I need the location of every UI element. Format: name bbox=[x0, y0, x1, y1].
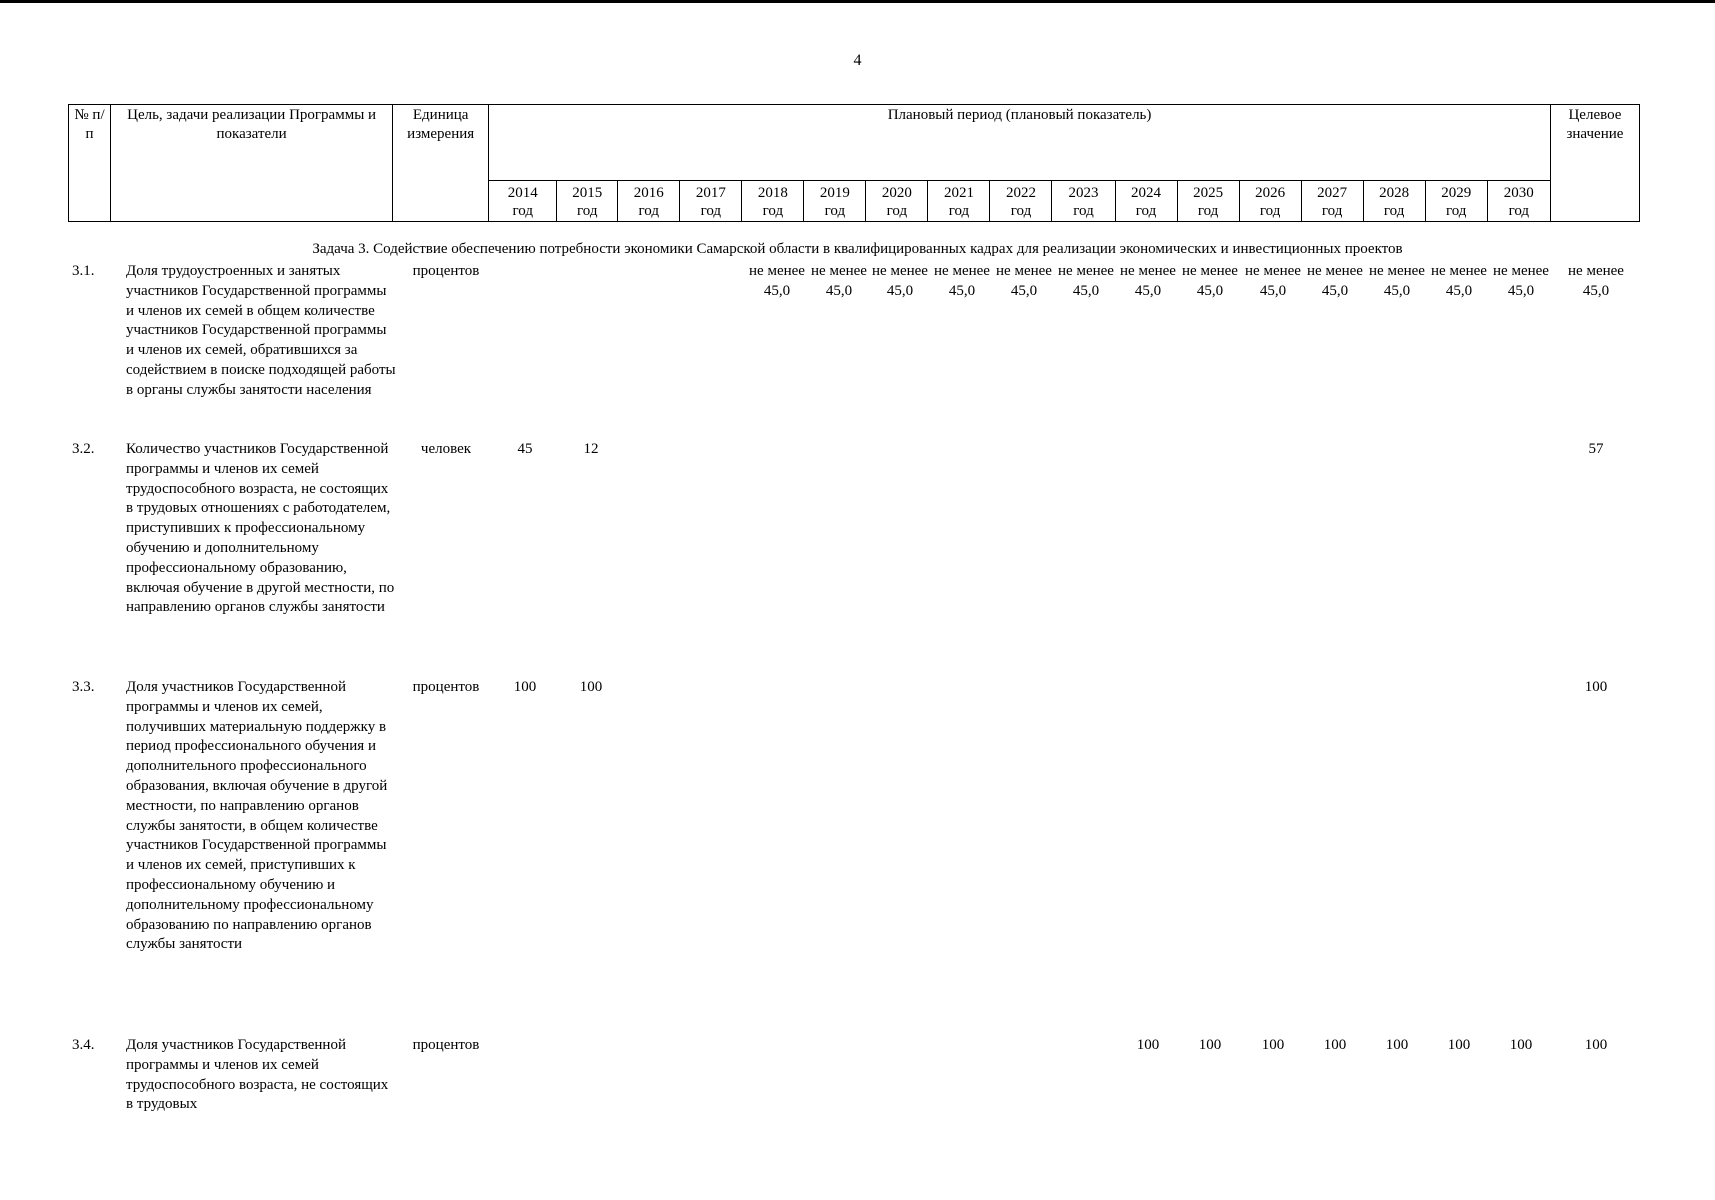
year-suffix: год bbox=[577, 203, 598, 219]
row-value-2029: 100 bbox=[1447, 1037, 1471, 1053]
row-number: 3.4. bbox=[72, 1037, 95, 1053]
header-year-2029 bbox=[1425, 180, 1487, 221]
year-value: 2023 bbox=[1068, 185, 1099, 201]
header-number: № п/п bbox=[69, 105, 111, 222]
year-value: 2022 bbox=[1005, 185, 1036, 201]
row-value-2014: 45 bbox=[517, 441, 533, 457]
row-value-2020: не менее 45,0 bbox=[872, 263, 928, 299]
year-value: 2026 bbox=[1255, 185, 1286, 201]
row-value-2015: 100 bbox=[579, 679, 603, 695]
row-indicator: Доля участников Государственной программы и членов их семей, получивших материальную поддержку в период профессионального обучения и дополнительного профессионального образования, включая обучение в другой местности, по направлению органов службы занятости, в общем количестве участников Государственной программы и членов их семей, приступивших к профессиональному обучению и дополнительному профессиональному образованию по направлению органов службы занятости bbox=[126, 679, 388, 953]
year-value: 2018 bbox=[757, 185, 788, 201]
row-value-2028: 100 bbox=[1385, 1037, 1409, 1053]
header-year-2017 bbox=[680, 180, 742, 221]
year-suffix: год bbox=[1135, 203, 1157, 219]
row-number: 3.3. bbox=[72, 679, 95, 695]
header-year-2019 bbox=[804, 180, 866, 221]
year-value: 2021 bbox=[943, 185, 974, 201]
row-unit: процентов bbox=[412, 679, 480, 695]
row-target: 57 bbox=[1588, 441, 1604, 457]
row-value-2018: не менее 45,0 bbox=[749, 263, 805, 299]
row-value-2028: не менее 45,0 bbox=[1369, 263, 1425, 299]
header-year-2026 bbox=[1239, 180, 1301, 221]
header-year-2023 bbox=[1052, 180, 1115, 221]
header-year-2027 bbox=[1301, 180, 1363, 221]
row-value-2024: 100 bbox=[1136, 1037, 1160, 1053]
row-value-2024: не менее 45,0 bbox=[1120, 263, 1176, 299]
header-year-2020 bbox=[866, 180, 928, 221]
row-indicator: Количество участников Государственной программы и членов их семей трудоспособного возраста, не состоящих в трудовых отношениях с работодателем, приступивших к профессиональному обучению и дополнительному профессиональному образованию, включая обучение в другой местности, по направлению органов службы занятости bbox=[126, 441, 395, 616]
page-number: 4 bbox=[853, 52, 862, 69]
year-suffix: год bbox=[886, 203, 908, 219]
row-value-2030: 100 bbox=[1509, 1037, 1533, 1053]
row-value-2026: 100 bbox=[1261, 1037, 1285, 1053]
row-value-2027: 100 bbox=[1323, 1037, 1347, 1053]
year-value: 2019 bbox=[819, 185, 850, 201]
year-suffix: год bbox=[1383, 203, 1405, 219]
row-number: 3.1. bbox=[72, 263, 95, 279]
row-unit: процентов bbox=[412, 263, 480, 279]
year-suffix: год bbox=[824, 203, 846, 219]
row-value-2015: 12 bbox=[583, 441, 599, 457]
header-goal: Цель, задачи реализации Программы и показатели bbox=[111, 105, 393, 222]
row-value-2023: не менее 45,0 bbox=[1058, 263, 1114, 299]
year-suffix: год bbox=[1073, 203, 1094, 219]
row-unit: процентов bbox=[412, 1037, 480, 1053]
year-value: 2028 bbox=[1379, 185, 1410, 201]
header-year-2022 bbox=[990, 180, 1052, 221]
year-suffix: год bbox=[948, 203, 970, 219]
year-suffix: год bbox=[762, 203, 784, 219]
year-value: 2027 bbox=[1317, 185, 1348, 201]
year-value: 2014 bbox=[507, 185, 538, 201]
header-year-2025 bbox=[1177, 180, 1239, 221]
row-unit: человек bbox=[420, 441, 472, 457]
year-suffix: год bbox=[1321, 203, 1343, 219]
header-year-2016 bbox=[618, 180, 680, 221]
header-year-2014 bbox=[489, 180, 557, 221]
year-suffix: год bbox=[512, 203, 533, 219]
row-value-2026: не менее 45,0 bbox=[1245, 263, 1301, 299]
year-value: 2015 bbox=[572, 185, 603, 201]
year-suffix: год bbox=[1197, 203, 1219, 219]
top-border-line bbox=[0, 0, 1715, 3]
task-title: Задача 3. Содействие обеспечению потребности экономики Самарской области в квалифицированных кадрах для реализации экономических и инвестиционных проектов bbox=[312, 241, 1403, 257]
row-value-2022: не менее 45,0 bbox=[996, 263, 1052, 299]
row-indicator: Доля участников Государственной программы и членов их семей трудоспособного возраста, не состоящих в трудовых bbox=[126, 1037, 389, 1113]
header-unit: Единица измерения bbox=[393, 105, 489, 222]
row-value-2027: не менее 45,0 bbox=[1307, 263, 1363, 299]
year-suffix: год bbox=[1445, 203, 1467, 219]
header-year-2024 bbox=[1115, 180, 1177, 221]
row-value-2019: не менее 45,0 bbox=[811, 263, 867, 299]
header-target: Целевое значение bbox=[1550, 105, 1639, 222]
row-target: не менее 45,0 bbox=[1568, 263, 1624, 299]
header-planned-period: Плановый период (плановый показатель) bbox=[489, 105, 1551, 181]
year-suffix: год bbox=[1508, 203, 1530, 219]
header-year-2028 bbox=[1363, 180, 1425, 221]
row-value-2029: не менее 45,0 bbox=[1431, 263, 1487, 299]
year-value: 2030 bbox=[1503, 185, 1534, 201]
header-year-2015 bbox=[557, 180, 618, 221]
year-suffix: год bbox=[638, 203, 660, 219]
row-value-2025: 100 bbox=[1198, 1037, 1222, 1053]
row-value-2025: не менее 45,0 bbox=[1182, 263, 1238, 299]
year-value: 2025 bbox=[1193, 185, 1224, 201]
row-target: 100 bbox=[1584, 1037, 1608, 1053]
year-value: 2020 bbox=[881, 185, 912, 201]
header-year-2030 bbox=[1487, 180, 1550, 221]
row-number: 3.2. bbox=[72, 441, 95, 457]
header-year-2018 bbox=[742, 180, 804, 221]
header-year-2021 bbox=[928, 180, 990, 221]
row-indicator: Доля трудоустроенных и занятых участников Государственной программы и членов их семей в общем количестве участников Государственной программы и членов их семей, обратившихся за содействием в поиске подходящей работы в органы службы занятости населения bbox=[126, 263, 396, 398]
row-target: 100 bbox=[1584, 679, 1608, 695]
row-value-2021: не менее 45,0 bbox=[934, 263, 990, 299]
year-value: 2017 bbox=[695, 185, 726, 201]
year-suffix: год bbox=[1259, 203, 1281, 219]
year-value: 2029 bbox=[1441, 185, 1472, 201]
row-value-2030: не менее 45,0 bbox=[1493, 263, 1549, 299]
year-value: 2024 bbox=[1131, 185, 1162, 201]
row-value-2014: 100 bbox=[513, 679, 537, 695]
year-suffix: год bbox=[700, 203, 722, 219]
table-header bbox=[68, 104, 1640, 222]
year-value: 2016 bbox=[633, 185, 664, 201]
year-suffix: год bbox=[1010, 203, 1032, 219]
